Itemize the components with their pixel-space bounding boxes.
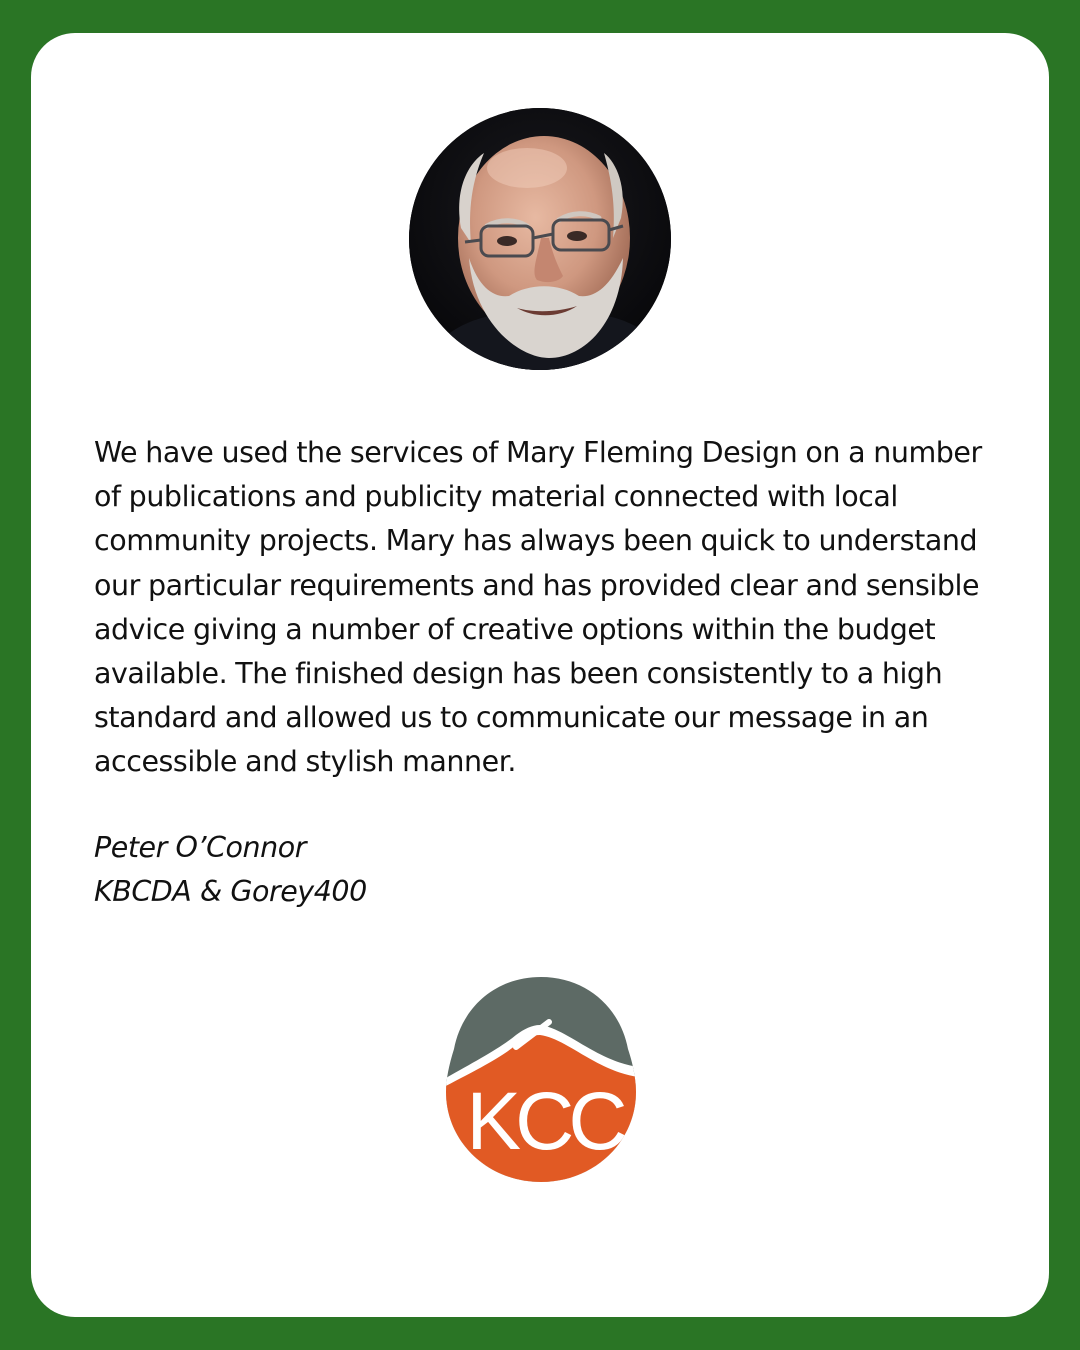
avatar (409, 108, 671, 370)
testimonial-card (31, 33, 1049, 1317)
testimonial-quote: We have used the services of Mary Fleming Design on a number of publications and publicity material connected with local community projects. Mary has always been quick to understand our particular requirements and has provided clear and sensible advice giving a number of creative options within the budget available. The finished design has been consistently to a high standard and allowed us to communicate our message in an accessible and stylish manner. (94, 436, 982, 779)
testimonial-author (94, 826, 794, 914)
kcc-logo (444, 977, 638, 1182)
author-name: Peter O’Connor (94, 831, 307, 864)
avatar-photo (409, 108, 671, 370)
logo-text: KCC (466, 1076, 622, 1167)
author-organization: KBCDA & Gorey400 (94, 875, 367, 909)
